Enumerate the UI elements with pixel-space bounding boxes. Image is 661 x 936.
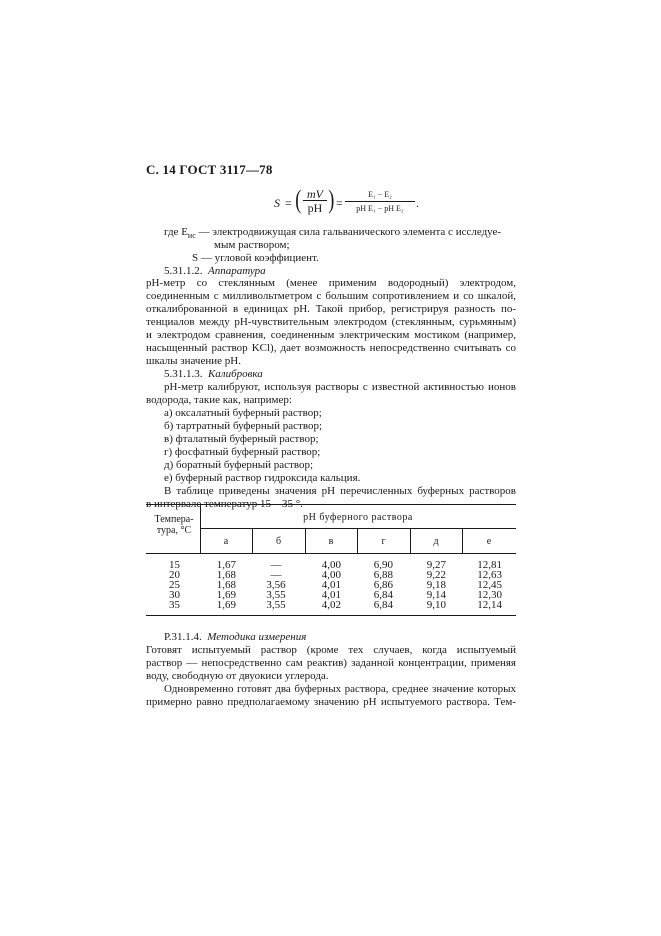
formula-frac1-num: mV bbox=[303, 188, 327, 201]
formula-frac1-den: pH bbox=[307, 201, 323, 215]
apparatus-line: соединенным с милливольтметром с большим сопротивлением и со шкалой, bbox=[146, 290, 516, 302]
section-number: 5.31.1.3. bbox=[164, 368, 203, 380]
table-intro-line: В таблице приведены значения pH перечисленных буферных растворов bbox=[164, 485, 516, 497]
table-cell: 1,68 bbox=[216, 579, 236, 591]
table-col-v bbox=[313, 560, 341, 610]
table-col-header: а bbox=[223, 536, 229, 547]
buffer-list-item: в) фталатный буферный раствор; bbox=[164, 433, 319, 445]
apparatus-line: и электродом сравнения, соединенным электрическим мостиком (например, bbox=[146, 329, 516, 341]
table-col-a bbox=[208, 560, 236, 610]
where-subscript: ис bbox=[187, 231, 196, 241]
table-cell: 6,84 bbox=[373, 599, 393, 611]
method-line: примерно равно предполагаемому значению pH испытуемого раствора. Тем- bbox=[146, 696, 516, 708]
formula-frac2-den: pH E₁ − pH E₂ bbox=[356, 204, 404, 213]
buffer-list-item: г) фосфатный буферный раствор; bbox=[164, 446, 321, 458]
formula-equals: = bbox=[285, 196, 292, 210]
section-number: Р.31.1.4. bbox=[164, 631, 202, 643]
table-col-header: е bbox=[486, 536, 492, 547]
table-col-header: д bbox=[433, 536, 439, 547]
table-cell: 12,45 bbox=[477, 579, 502, 591]
formula-period: . bbox=[416, 196, 419, 210]
table-cell: 15 bbox=[169, 559, 180, 571]
table-col-header: б bbox=[275, 536, 282, 547]
table-cell: 20 bbox=[169, 569, 180, 581]
table-cell: 1,69 bbox=[216, 589, 236, 601]
method-line: раствор — непосредственно сам реактив) заданной концентрации, применяя bbox=[146, 657, 516, 669]
table-rule-top bbox=[146, 504, 516, 505]
table-cell: 4,01 bbox=[321, 579, 341, 591]
table-cell: 12,81 bbox=[477, 559, 502, 571]
table-col-e bbox=[470, 560, 502, 610]
table-cell: 4,01 bbox=[321, 589, 341, 601]
table-col-header: г bbox=[381, 536, 386, 547]
table-col-b bbox=[262, 560, 290, 610]
table-col-header: в bbox=[328, 536, 334, 547]
buffer-list-item: б) тартратный буферный раствор; bbox=[164, 420, 323, 432]
apparatus-line: откалиброванной в единицах pH. Такой прибор, регистрируя разность по- bbox=[146, 303, 516, 315]
table-col-g bbox=[365, 560, 393, 610]
where-text: — электродвижущая сила гальванического элемента с исследуе- bbox=[195, 226, 502, 238]
table-cell: 9,22 bbox=[426, 569, 446, 581]
section-number: 5.31.1.2. bbox=[164, 265, 203, 277]
table-header-temp: Темпера- bbox=[154, 514, 194, 525]
table-rule-bottom bbox=[146, 615, 516, 616]
table-cell: 1,68 bbox=[216, 569, 236, 581]
table-cell: 3,56 bbox=[266, 579, 286, 591]
table-header-temp: тура, °С bbox=[156, 525, 192, 536]
calibration-line: pH-метр калибруют, используя растворы с известной активностью ионов bbox=[164, 381, 516, 393]
buffer-list-item: а) оксалатный буферный раствор; bbox=[164, 407, 322, 419]
table-col-temp bbox=[160, 560, 180, 610]
table-cell: 6,90 bbox=[373, 559, 393, 571]
formula-equals-2: = bbox=[336, 196, 343, 210]
formula-right-paren: ) bbox=[328, 185, 335, 214]
table-cell: 9,27 bbox=[426, 559, 446, 571]
formula-lhs: S bbox=[274, 196, 280, 210]
table-cell: 1,67 bbox=[216, 559, 236, 571]
buffer-list-item: д) боратный буферный раствор; bbox=[164, 459, 313, 471]
formula-frac2-num: E₁ − E₂ bbox=[345, 189, 415, 202]
table-cell: 9,14 bbox=[426, 589, 446, 601]
table-cell: 12,30 bbox=[477, 589, 502, 601]
table-header-group: pH буферного раствора bbox=[303, 512, 413, 523]
calibration-line: водорода, такие как, например: bbox=[146, 394, 292, 406]
apparatus-line: шкалы значение pH. bbox=[146, 355, 241, 367]
where-prefix: где E bbox=[164, 226, 188, 238]
table-cell: 12,63 bbox=[477, 569, 502, 581]
table-cell: 35 bbox=[169, 599, 180, 611]
table-cell: 6,84 bbox=[373, 589, 393, 601]
where-line-2: мым раствором; bbox=[214, 239, 290, 251]
table-cell: 4,00 bbox=[321, 559, 341, 571]
section-title: Методика измерения bbox=[207, 631, 307, 643]
method-line: Одновременно готовят два буферных раствора, среднее значение которых bbox=[164, 683, 516, 695]
section-title: Калибровка bbox=[208, 368, 263, 380]
apparatus-line: тенциалов между pH-чувствительным электродом (стеклянным, сурьмяным) bbox=[146, 316, 516, 328]
formula-fraction-units bbox=[303, 188, 327, 214]
table-rule-header-bottom bbox=[146, 553, 516, 554]
table-intro-line: в интервале температур 15—35 °. bbox=[146, 498, 303, 510]
table-cell: 30 bbox=[169, 589, 180, 601]
table-cell: 4,00 bbox=[321, 569, 341, 581]
table-cell: 25 bbox=[169, 579, 180, 591]
apparatus-line: pH-метр со стеклянным (менее применим водородный) электродом, bbox=[146, 277, 516, 289]
table-cell: — bbox=[270, 569, 282, 581]
table-cell: 9,18 bbox=[426, 579, 446, 591]
where-line-3: S — угловой коэффициент. bbox=[192, 252, 319, 264]
table-cell: 4,02 bbox=[321, 599, 341, 611]
table-cell: 3,55 bbox=[266, 589, 286, 601]
page-header: С. 14 ГОСТ 3117—78 bbox=[146, 162, 273, 177]
table-cell: 12,14 bbox=[477, 599, 502, 611]
section-method-heading bbox=[164, 630, 306, 644]
table-cell: 1,69 bbox=[216, 599, 236, 611]
table-cell: 6,86 bbox=[373, 579, 393, 591]
table-col-d bbox=[418, 560, 446, 610]
table-cell: 6,88 bbox=[373, 569, 393, 581]
table-cell: 9,10 bbox=[426, 599, 446, 611]
table-cell: 3,55 bbox=[266, 599, 286, 611]
section-calibration-heading bbox=[164, 367, 263, 381]
method-line: Готовят испытуемый раствор (кроме тех случаев, когда испытуемый bbox=[146, 644, 516, 656]
table-rule-header-split bbox=[200, 528, 516, 529]
formula-fraction-values bbox=[345, 189, 415, 215]
table-cell: — bbox=[270, 559, 282, 571]
section-title: Аппаратура bbox=[208, 265, 266, 277]
method-line: воду, свободную от двуокиси углерода. bbox=[146, 670, 329, 682]
formula-left-paren: ( bbox=[295, 185, 302, 214]
buffer-list-item: е) буферный раствор гидроксида кальция. bbox=[164, 472, 361, 484]
apparatus-line: насыщенный раствор KCl), дает возможность непосредственно считывать со bbox=[146, 342, 516, 354]
